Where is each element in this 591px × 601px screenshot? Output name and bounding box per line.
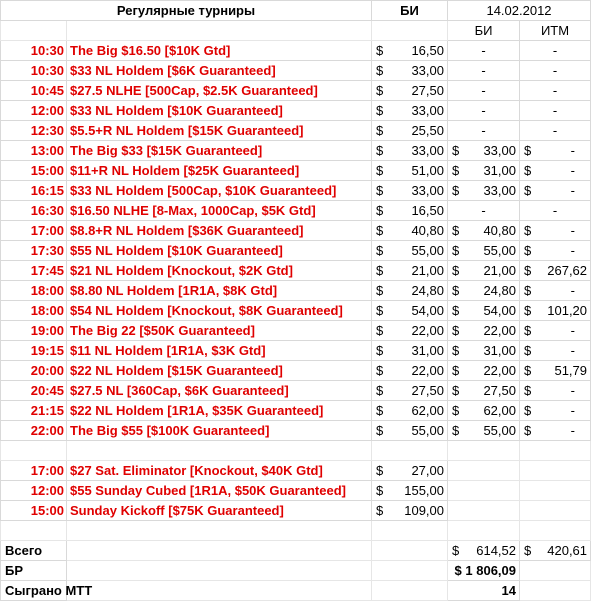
tournament-row [1, 401, 591, 421]
bi-cell[interactable] [448, 301, 520, 321]
bankroll-label[interactable]: БР [1, 561, 67, 581]
currency-sign: $ [524, 223, 532, 238]
start-time[interactable]: 17:00 [1, 221, 67, 241]
tournament-row [1, 101, 591, 121]
bi-cell[interactable] [448, 221, 520, 241]
tournament-row [1, 341, 591, 361]
itm-cell[interactable] [520, 161, 591, 181]
buyin-cell[interactable] [372, 101, 448, 121]
blank-cell[interactable] [448, 501, 520, 521]
blank-cell[interactable] [67, 441, 372, 461]
tournament-name[interactable]: Sunday Kickoff [$75K Guaranteed] [67, 501, 372, 521]
bi-cell[interactable] [448, 361, 520, 381]
start-time[interactable]: 16:15 [1, 181, 67, 201]
currency-sign: $ [524, 363, 532, 378]
blank-cell[interactable] [448, 481, 520, 501]
amount: 24,80 [411, 283, 444, 298]
currency-sign: $ [524, 323, 532, 338]
start-time[interactable]: 15:00 [1, 501, 67, 521]
spacer-row [1, 521, 591, 541]
total-bi-cell[interactable] [448, 541, 520, 561]
tournament-name[interactable]: $27.5 NL [360Cap, $6K Guaranteed] [67, 381, 372, 401]
tournament-name[interactable]: The Big 22 [$50K Guaranteed] [67, 321, 372, 341]
buyin-cell[interactable] [372, 501, 448, 521]
buyin-cell[interactable] [372, 261, 448, 281]
start-time[interactable]: 10:30 [1, 61, 67, 81]
currency-sign: $ [376, 63, 384, 78]
currency-sign: $ [524, 403, 532, 418]
currency-sign: $ [524, 283, 532, 298]
currency-sign: $ [452, 243, 460, 258]
bi-cell[interactable]: - [448, 61, 520, 81]
amount: 31,00 [483, 163, 516, 178]
amount: 22,00 [483, 363, 516, 378]
buyin-cell[interactable] [372, 241, 448, 261]
buyin-header[interactable]: БИ [372, 1, 448, 21]
currency-sign: $ [376, 283, 384, 298]
currency-sign: $ [524, 543, 532, 558]
currency-sign: $ [376, 343, 384, 358]
tournament-name[interactable]: $8.8+R NL Holdem [$36K Guaranteed] [67, 221, 372, 241]
itm-cell[interactable] [520, 141, 591, 161]
bi-cell[interactable] [448, 241, 520, 261]
currency-sign: $ [524, 343, 532, 358]
start-time[interactable]: 12:00 [1, 481, 67, 501]
blank-cell[interactable] [448, 461, 520, 481]
buyin-cell[interactable] [372, 461, 448, 481]
itm-cell[interactable] [520, 301, 591, 321]
played-value[interactable]: 14 [448, 581, 520, 601]
start-time[interactable]: 10:45 [1, 81, 67, 101]
bi-cell[interactable]: - [448, 81, 520, 101]
buyin-cell[interactable] [372, 141, 448, 161]
currency-sign: $ [376, 403, 384, 418]
start-time[interactable]: 18:00 [1, 301, 67, 321]
buyin-cell[interactable] [372, 41, 448, 61]
amount: 27,50 [483, 383, 516, 398]
currency-sign: $ [524, 243, 532, 258]
currency-sign: $ [376, 263, 384, 278]
total-row [1, 541, 591, 561]
amount: 614,52 [476, 543, 516, 558]
bi-cell[interactable] [448, 261, 520, 281]
amount: 31,00 [411, 343, 444, 358]
start-time[interactable]: 20:45 [1, 381, 67, 401]
start-time[interactable]: 21:15 [1, 401, 67, 421]
total-label[interactable]: Всего [1, 541, 67, 561]
blank-cell[interactable] [67, 541, 372, 561]
amount: - [570, 403, 576, 418]
tournament-name[interactable]: $33 NL Holdem [500Cap, $10K Guaranteed] [67, 181, 372, 201]
itm-cell[interactable] [520, 261, 591, 281]
start-time[interactable]: 17:00 [1, 461, 67, 481]
itm-cell[interactable]: - [520, 81, 591, 101]
amount: 33,00 [483, 143, 516, 158]
currency-sign: $ [524, 183, 532, 198]
currency-sign: $ [452, 383, 460, 398]
currency-sign: $ [376, 43, 384, 58]
tournament-row [1, 381, 591, 401]
start-time[interactable]: 20:00 [1, 361, 67, 381]
currency-sign: $ [376, 503, 384, 518]
currency-sign: $ [376, 223, 384, 238]
amount: 101,20 [547, 303, 588, 318]
tournament-name[interactable]: $27.5 NLHE [500Cap, $2.5K Guaranteed] [67, 81, 372, 101]
amount: 27,00 [411, 463, 444, 478]
tournament-name[interactable]: $54 NL Holdem [Knockout, $8K Guaranteed] [67, 301, 372, 321]
amount: - [570, 183, 576, 198]
buyin-cell[interactable] [372, 281, 448, 301]
itm-cell[interactable] [520, 401, 591, 421]
bi-cell[interactable] [448, 321, 520, 341]
amount: 420,61 [547, 543, 588, 558]
currency-sign: $ [452, 143, 460, 158]
currency-sign: $ [376, 303, 384, 318]
amount: 16,50 [411, 43, 444, 58]
currency-sign: $ [376, 123, 384, 138]
tournament-row [1, 201, 591, 221]
buyin-cell[interactable] [372, 161, 448, 181]
currency-sign: $ [376, 103, 384, 118]
blank-cell[interactable] [520, 521, 591, 541]
tournament-row [1, 261, 591, 281]
tournament-row [1, 421, 591, 441]
tournament-name[interactable]: The Big $33 [$15K Guaranteed] [67, 141, 372, 161]
amount: 33,00 [483, 183, 516, 198]
amount: 27,50 [411, 383, 444, 398]
amount: 62,00 [483, 403, 516, 418]
bi-cell[interactable] [448, 141, 520, 161]
itm-cell[interactable] [520, 221, 591, 241]
currency-sign: $ [376, 423, 384, 438]
amount: - [570, 343, 576, 358]
amount: 40,80 [483, 223, 516, 238]
amount: 51,00 [411, 163, 444, 178]
tournament-row [1, 61, 591, 81]
currency-sign: $ [524, 303, 532, 318]
currency-sign: $ [376, 163, 384, 178]
amount: - [570, 423, 576, 438]
tournament-name[interactable]: $11 NL Holdem [1R1A, $3K Gtd] [67, 341, 372, 361]
blank-cell[interactable] [520, 461, 591, 481]
itm-cell[interactable] [520, 321, 591, 341]
itm-cell[interactable]: - [520, 121, 591, 141]
tournament-row [1, 161, 591, 181]
tournament-row [1, 181, 591, 201]
amount: 33,00 [411, 103, 444, 118]
amount: 21,00 [483, 263, 516, 278]
amount: - [570, 283, 576, 298]
header-row-1 [1, 1, 591, 21]
amount: - [570, 383, 576, 398]
tournament-row [1, 141, 591, 161]
buyin-cell[interactable] [372, 421, 448, 441]
sheet-title[interactable]: Регулярные турниры [1, 1, 372, 21]
tournament-name[interactable]: $5.5+R NL Holdem [$15K Guaranteed] [67, 121, 372, 141]
buyin-cell[interactable] [372, 221, 448, 241]
date-header[interactable]: 14.02.2012 [448, 1, 591, 21]
currency-sign: $ [376, 323, 384, 338]
start-time[interactable]: 10:30 [1, 41, 67, 61]
buyin-cell[interactable] [372, 81, 448, 101]
amount: 109,00 [404, 503, 444, 518]
bi-subheader[interactable]: БИ [448, 21, 520, 41]
tournament-name[interactable]: $11+R NL Holdem [$25K Guaranteed] [67, 161, 372, 181]
buyin-cell[interactable] [372, 301, 448, 321]
itm-cell[interactable]: - [520, 101, 591, 121]
buyin-cell[interactable] [372, 381, 448, 401]
blank-cell[interactable] [372, 21, 448, 41]
itm-cell[interactable] [520, 341, 591, 361]
currency-sign: $ [376, 83, 384, 98]
blank-cell[interactable] [1, 521, 67, 541]
blank-cell[interactable] [520, 481, 591, 501]
tournament-row [1, 121, 591, 141]
tournament-row [1, 221, 591, 241]
blank-cell[interactable] [372, 441, 448, 461]
amount: 25,50 [411, 123, 444, 138]
sunday-tournament-row [1, 461, 591, 481]
buyin-cell[interactable] [372, 361, 448, 381]
currency-sign: $ [376, 483, 384, 498]
itm-cell[interactable] [520, 421, 591, 441]
currency-sign: $ [376, 383, 384, 398]
currency-sign: $ [524, 163, 532, 178]
tournament-name[interactable]: $8.80 NL Holdem [1R1A, $8K Gtd] [67, 281, 372, 301]
amount: 33,00 [411, 143, 444, 158]
currency-sign: $ [452, 283, 460, 298]
currency-sign: $ [376, 183, 384, 198]
buyin-cell[interactable] [372, 481, 448, 501]
tournament-name[interactable]: $55 Sunday Cubed [1R1A, $50K Guaranteed] [67, 481, 372, 501]
tournament-row [1, 241, 591, 261]
itm-cell[interactable] [520, 381, 591, 401]
blank-cell[interactable] [67, 521, 372, 541]
sunday-tournament-row [1, 481, 591, 501]
start-time[interactable]: 22:00 [1, 421, 67, 441]
tournament-name[interactable]: $27 Sat. Eliminator [Knockout, $40K Gtd] [67, 461, 372, 481]
blank-cell[interactable] [372, 541, 448, 561]
amount: 16,50 [411, 203, 444, 218]
amount: - [570, 143, 576, 158]
bi-cell[interactable] [448, 181, 520, 201]
currency-sign: $ [376, 143, 384, 158]
currency-sign: $ [452, 423, 460, 438]
tournament-row [1, 321, 591, 341]
itm-cell[interactable] [520, 281, 591, 301]
bi-cell[interactable]: - [448, 101, 520, 121]
bi-cell[interactable] [448, 281, 520, 301]
blank-cell[interactable] [67, 561, 372, 581]
blank-cell[interactable] [67, 581, 372, 601]
amount: - [570, 243, 576, 258]
currency-sign: $ [452, 263, 460, 278]
tournament-name[interactable]: $22 NL Holdem [$15K Guaranteed] [67, 361, 372, 381]
bi-cell[interactable]: - [448, 201, 520, 221]
tournament-row [1, 41, 591, 61]
buyin-cell[interactable] [372, 201, 448, 221]
bi-cell[interactable]: - [448, 41, 520, 61]
start-time[interactable]: 16:30 [1, 201, 67, 221]
tournament-row [1, 301, 591, 321]
start-time[interactable]: 12:00 [1, 101, 67, 121]
tournament-name[interactable]: The Big $16.50 [$10K Gtd] [67, 41, 372, 61]
amount: 267,62 [547, 263, 588, 278]
tournament-name[interactable]: $21 NL Holdem [Knockout, $2K Gtd] [67, 261, 372, 281]
blank-cell[interactable] [67, 21, 372, 41]
header-row-2 [1, 21, 591, 41]
amount: 40,80 [411, 223, 444, 238]
buyin-cell[interactable] [372, 401, 448, 421]
blank-cell[interactable] [448, 441, 520, 461]
blank-cell[interactable] [520, 561, 591, 581]
currency-sign: $ [524, 383, 532, 398]
currency-sign: $ [452, 183, 460, 198]
itm-cell[interactable]: - [520, 201, 591, 221]
currency-sign: $ [452, 403, 460, 418]
currency-sign: $ [376, 363, 384, 378]
itm-cell[interactable]: - [520, 41, 591, 61]
bi-cell[interactable] [448, 381, 520, 401]
tournament-name[interactable]: $16.50 NLHE [8-Max, 1000Cap, $5K Gtd] [67, 201, 372, 221]
currency-sign: $ [524, 423, 532, 438]
amount: 62,00 [411, 403, 444, 418]
bi-cell[interactable] [448, 401, 520, 421]
start-time[interactable]: 17:30 [1, 241, 67, 261]
currency-sign: $ [452, 543, 460, 558]
currency-sign: $ [452, 223, 460, 238]
buyin-cell[interactable] [372, 341, 448, 361]
blank-cell[interactable] [520, 501, 591, 521]
played-row [1, 581, 591, 601]
amount: 22,00 [483, 323, 516, 338]
buyin-cell[interactable] [372, 181, 448, 201]
blank-cell[interactable] [372, 561, 448, 581]
blank-cell[interactable] [520, 581, 591, 601]
played-label[interactable]: Сыграно МТТ [1, 581, 67, 601]
bi-cell[interactable] [448, 421, 520, 441]
itm-cell[interactable] [520, 181, 591, 201]
amount: - [570, 163, 576, 178]
currency-sign: $ [452, 323, 460, 338]
buyin-cell[interactable] [372, 61, 448, 81]
blank-cell[interactable] [372, 521, 448, 541]
amount: 24,80 [483, 283, 516, 298]
tournament-name[interactable]: The Big $55 [$100K Guaranteed] [67, 421, 372, 441]
sunday-tournament-row [1, 501, 591, 521]
amount: 155,00 [404, 483, 444, 498]
amount: 31,00 [483, 343, 516, 358]
tournament-name[interactable]: $33 NL Holdem [$10K Guaranteed] [67, 101, 372, 121]
buyin-cell[interactable] [372, 321, 448, 341]
amount: 21,00 [411, 263, 444, 278]
amount: 55,00 [411, 243, 444, 258]
blank-cell[interactable] [1, 21, 67, 41]
itm-subheader[interactable]: ИТМ [520, 21, 591, 41]
spacer-row [1, 441, 591, 461]
amount: - [570, 223, 576, 238]
bi-cell[interactable]: - [448, 121, 520, 141]
amount: 33,00 [411, 183, 444, 198]
start-time[interactable]: 17:45 [1, 261, 67, 281]
amount: 55,00 [483, 423, 516, 438]
blank-cell[interactable] [372, 581, 448, 601]
currency-sign: $ [452, 303, 460, 318]
currency-sign: $ [376, 243, 384, 258]
bi-cell[interactable] [448, 341, 520, 361]
currency-sign: $ [376, 463, 384, 478]
start-time[interactable]: 15:00 [1, 161, 67, 181]
amount: 22,00 [411, 323, 444, 338]
blank-cell[interactable] [448, 521, 520, 541]
amount: 54,00 [411, 303, 444, 318]
itm-cell[interactable] [520, 241, 591, 261]
tournament-name[interactable]: $33 NL Holdem [$6K Guaranteed] [67, 61, 372, 81]
amount: 51,79 [554, 363, 588, 378]
amount: 33,00 [411, 63, 444, 78]
amount: 55,00 [411, 423, 444, 438]
tournament-name[interactable]: $55 NL Holdem [$10K Guaranteed] [67, 241, 372, 261]
total-itm-cell[interactable] [520, 541, 591, 561]
currency-sign: $ [452, 163, 460, 178]
itm-cell[interactable] [520, 361, 591, 381]
amount: 54,00 [483, 303, 516, 318]
tournament-row [1, 81, 591, 101]
start-time[interactable]: 12:30 [1, 121, 67, 141]
blank-cell[interactable] [520, 441, 591, 461]
currency-sign: $ [376, 203, 384, 218]
currency-sign: $ [452, 343, 460, 358]
amount: 27,50 [411, 83, 444, 98]
bi-cell[interactable] [448, 161, 520, 181]
start-time[interactable]: 19:15 [1, 341, 67, 361]
tournament-row [1, 361, 591, 381]
tournament-name[interactable]: $22 NL Holdem [1R1A, $35K Guaranteed] [67, 401, 372, 421]
bankroll-row [1, 561, 591, 581]
start-time[interactable]: 18:00 [1, 281, 67, 301]
tournament-row [1, 281, 591, 301]
amount: 55,00 [483, 243, 516, 258]
blank-cell[interactable] [1, 441, 67, 461]
start-time[interactable]: 19:00 [1, 321, 67, 341]
currency-sign: $ [524, 143, 532, 158]
currency-sign: $ [524, 263, 532, 278]
amount: - [570, 323, 576, 338]
currency-sign: $ [452, 363, 460, 378]
start-time[interactable]: 13:00 [1, 141, 67, 161]
buyin-cell[interactable] [372, 121, 448, 141]
amount: 22,00 [411, 363, 444, 378]
itm-cell[interactable]: - [520, 61, 591, 81]
bankroll-value[interactable]: $ 1 806,09 [448, 561, 520, 581]
